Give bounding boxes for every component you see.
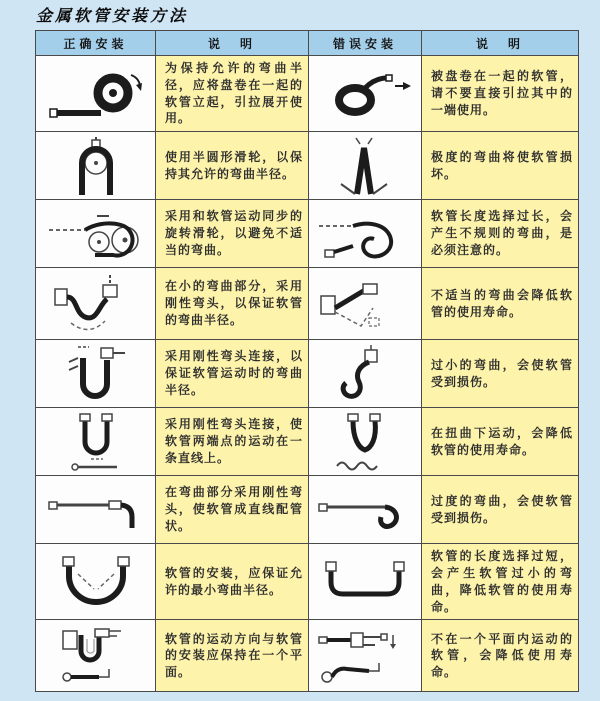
correct-description: 采用刚性弯头连接，使软管两端点的运动在一条直线上。 [156, 408, 309, 476]
wrong-description: 软管的长度选择过短，会产生软管过小的弯曲，降低软管的使用寿命。 [422, 544, 579, 620]
correct-image-cell [36, 56, 156, 132]
table-row [36, 56, 579, 132]
wrong-image-cell [309, 620, 422, 692]
hose-over-semicircular-pulley-illustration [41, 135, 151, 197]
wrong-image-cell [309, 200, 422, 268]
hose-extreme-sharp-bend-illustration [313, 136, 417, 196]
overbent-end-curl-illustration [313, 480, 417, 540]
straight-run-with-rigid-elbow-illustration [41, 480, 151, 540]
correct-description: 在小的弯曲部分，采用刚性弯头，以保证软管的弯曲半径。 [156, 268, 309, 340]
overlong-hose-irregular-loop-illustration [313, 204, 417, 264]
header-row [36, 31, 579, 56]
coiled-hose-pulled-from-end-illustration [313, 64, 417, 124]
wrong-description: 不在一个平面内运动的软管，会降低使用寿命。 [422, 620, 579, 692]
correct-image-cell [36, 544, 156, 620]
correct-description: 软管的安装，应保证允许的最小弯曲半径。 [156, 544, 309, 620]
correct-image-cell [36, 620, 156, 692]
rigid-elbow-at-small-bend-illustration [41, 273, 151, 335]
wrong-description: 过小的弯曲，会使软管受到损伤。 [422, 340, 579, 408]
header-correct-install: 正确安装 [36, 31, 156, 56]
correct-description: 为保持允许的弯曲半径，应将盘卷在一起的软管立起，引拉展开使用。 [156, 56, 309, 132]
wrong-description: 极度的弯曲将使软管损坏。 [422, 132, 579, 200]
wrong-description: 过度的弯曲，会使软管受到损伤。 [422, 476, 579, 544]
u-loop-twisted-motion-illustration [313, 412, 417, 472]
table-row [36, 620, 579, 692]
correct-description: 在弯曲部分采用刚性弯头，使软管成直线配管状。 [156, 476, 309, 544]
too-small-hook-bend-illustration [313, 344, 417, 404]
correct-description: 使用半圆形滑轮，以保持其允许的弯曲半径。 [156, 132, 309, 200]
table-row [36, 408, 579, 476]
header-wrong-install: 错误安装 [309, 31, 422, 56]
correct-image-cell [36, 340, 156, 408]
wrong-image-cell [309, 408, 422, 476]
hose-with-rotating-pulleys-illustration [41, 204, 151, 264]
wrong-description: 不适当的弯曲会降低软管的使用寿命。 [422, 268, 579, 340]
wrong-image-cell [309, 56, 422, 132]
rigid-elbow-u-loop-illustration [41, 344, 151, 404]
header-wrong-description: 说 明 [422, 31, 579, 56]
wrong-image-cell [309, 544, 422, 620]
correct-image-cell [36, 476, 156, 544]
table-row [36, 476, 579, 544]
wrong-description: 软管长度选择过长，会产生不规则的弯曲，是必须注意的。 [422, 200, 579, 268]
u-loop-ends-inline-motion-illustration [41, 412, 151, 472]
correct-image-cell [36, 132, 156, 200]
coiled-hose-stood-upright-illustration [41, 63, 151, 125]
wrong-image-cell [309, 268, 422, 340]
wrong-description: 在扭曲下运动，会降低软管的使用寿命。 [422, 408, 579, 476]
too-short-flat-u-illustration [313, 552, 417, 612]
page-title: 金属软管安装方法 [36, 6, 189, 25]
wide-minimum-radius-u-illustration [41, 552, 151, 612]
improper-sharp-angle-bend-illustration [313, 274, 417, 334]
table-row [36, 200, 579, 268]
correct-image-cell [36, 408, 156, 476]
correct-description: 采用刚性弯头连接，以保证软管运动时的弯曲半径。 [156, 340, 309, 408]
header-correct-description: 说 明 [156, 31, 309, 56]
table-row [36, 340, 579, 408]
hose-motion-in-one-plane-illustration [41, 625, 151, 687]
wrong-image-cell [309, 340, 422, 408]
installation-table [35, 30, 579, 692]
wrong-image-cell [309, 476, 422, 544]
table-row [36, 544, 579, 620]
wrong-description: 被盘卷在一起的软管，请不要直接引拉其中的一端使用。 [422, 56, 579, 132]
correct-image-cell [36, 200, 156, 268]
correct-description: 软管的运动方向与软管的安装应保持在一个平面。 [156, 620, 309, 692]
wrong-image-cell [309, 132, 422, 200]
table-row [36, 268, 579, 340]
hose-motion-out-of-plane-illustration [313, 625, 417, 687]
correct-description: 采用和软管运动同步的旋转滑轮，以避免不适当的弯曲。 [156, 200, 309, 268]
table-row [36, 132, 579, 200]
document-page [0, 3, 600, 692]
correct-image-cell [36, 268, 156, 340]
